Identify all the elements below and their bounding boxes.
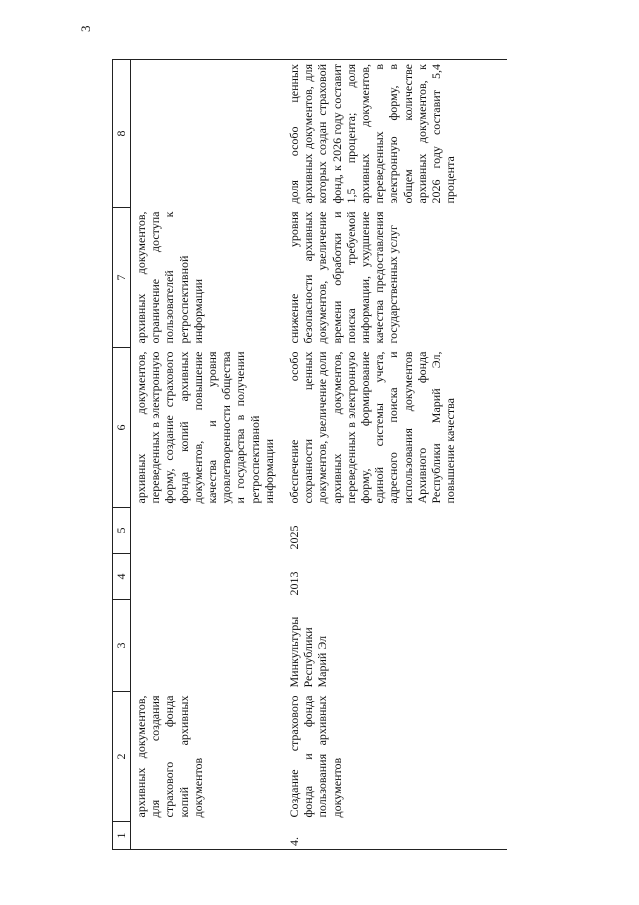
activity-name: архивных документов, для создания страхового фонда копий архивных документов: [134, 695, 205, 818]
expected-result: обеспечение особо сохранности ценных документов, увеличение доли архивных документов, переведенных в электронную форму, формирование единой системы учета, адресного поиска и использования документов Архивного фонда Республики Марий Эл, повышение качества: [287, 351, 458, 504]
activity-name: Создание страхового фонда и фонда пользования архивных документов: [287, 695, 344, 818]
expected-result: архивных документов, переведенных в электронную форму, создание страхового фонда копий архивных документов, повышение качества и уровня удовлетворенности общества и государства в получении ретроспективной информации: [134, 351, 276, 504]
end-year: 2025: [287, 525, 301, 550]
header-col-6: 6: [113, 348, 131, 508]
rotated-table-container: [112, 60, 532, 850]
start-year: 2013: [287, 571, 301, 596]
end-year: [131, 508, 285, 554]
table-row: [131, 60, 285, 850]
indicator-link: [131, 60, 285, 208]
consequences: снижение уровня безопасности архивных документов, увеличение времени обработки и поиска требуемой информации, ухудшение качества предоставления государственных услуг: [287, 211, 401, 344]
header-col-4: 4: [113, 554, 131, 600]
page-number: 3: [78, 25, 93, 32]
table-row: [284, 60, 507, 850]
row-number: 4.: [284, 822, 507, 850]
program-activities-table: [112, 59, 507, 850]
consequences: архивных документов, ограничение доступа пользователей к ретроспективной информации: [134, 211, 205, 344]
header-col-2: 2: [113, 692, 131, 822]
header-col-5: 5: [113, 508, 131, 554]
header-col-8: 8: [113, 60, 131, 208]
header-col-3: 3: [113, 600, 131, 692]
header-row: [113, 60, 131, 850]
indicator-link: доля особо ценных архивных документов, для которых создан страховой фонд, к 2026 году составит 1,5 процента; доля архивных документов, переведенных в электронную форму, в общем количестве архивных документов, к 2026 году составит 5,4 процента: [284, 60, 507, 208]
row-number: [131, 822, 285, 850]
executor: Минкультуры Республики Марий Эл: [287, 616, 330, 688]
start-year: [131, 554, 285, 600]
header-col-1: 1: [113, 822, 131, 850]
executor: [131, 600, 285, 692]
header-col-7: 7: [113, 208, 131, 348]
